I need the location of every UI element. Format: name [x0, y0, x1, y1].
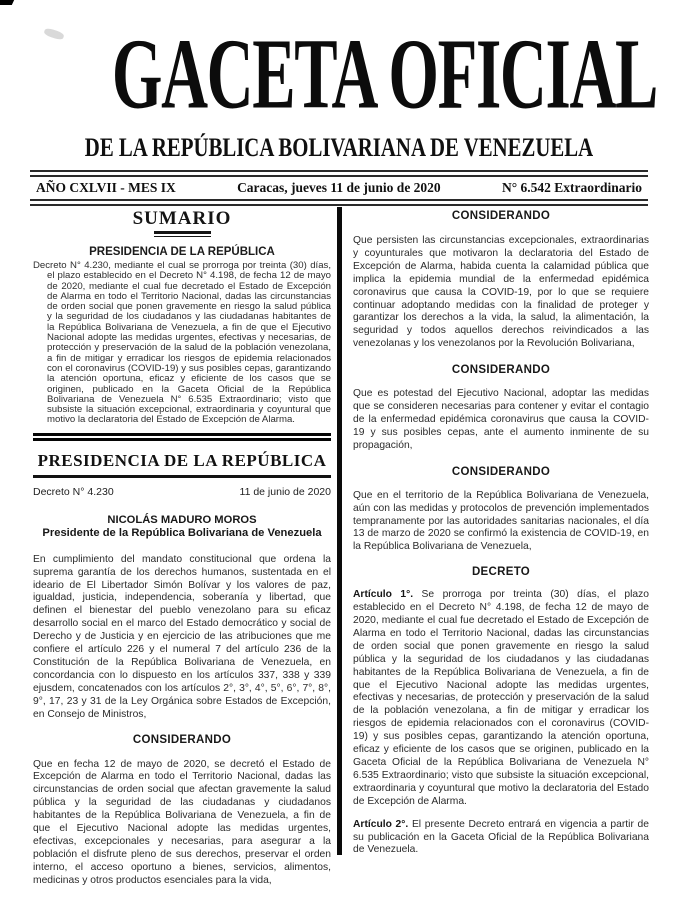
sumario-underline: [154, 231, 211, 237]
considerando-paragraph-2: Que es potestad del Ejecutivo Nacional, adoptar las medidas que se consideren necesarias para contener y evitar el contagio de la enfermedad epidémica coronavirus que causa la COVID-19 y sus posibles cepas, ante el aumento inminente de su propagación,: [353, 388, 649, 451]
president-title: Presidente de la República Bolivariana de Venezuela: [42, 526, 322, 539]
presidency-heading-rule: [33, 475, 331, 478]
right-column: [353, 207, 649, 857]
considerando-heading-3: CONSIDERANDO: [451, 465, 551, 478]
decree-number: Decreto N° 4.230: [33, 485, 114, 498]
considerando-paragraph-1: Que persisten las circunstancias excepcionales, extraordinarias y coyunturales que motivaron la declaratoria del Estado de Excepción de Alarma, habida cuenta la calamidad pública que implica la epidemia mundial de la enfermedad epidémica coronavirus que causa la COVID-19, por lo que se requiere continuar adoptando medidas con la finalidad de proteger y garantizar los derechos a la vida, la salud, la alimentación, la seguridad y todos aquellos derechos reivindicados a las venezolanas y los venezolanos por la Revolución Bolivariana,: [353, 235, 649, 350]
sumario-org-heading: PRESIDENCIA DE LA REPÚBLICA: [89, 246, 275, 258]
considerando-paragraph-3: Que en el territorio de la República Bolivariana de Venezuela, aún con las medidas y protocolos de prevención implementados tempranamente por las autoridades sanitarias nacionales, el día 13 de marzo de 2020 se confirmó la existencia de COVID-19, en la República Bolivariana de Venezuela,: [353, 489, 649, 553]
masthead-rule-bottom: [30, 199, 648, 206]
president-block: [33, 514, 331, 540]
decree-meta-row: [33, 486, 331, 499]
decreto-heading: DECRETO: [471, 566, 531, 579]
article-2-label: Artículo 2°.: [353, 818, 409, 830]
edition-info-bar: [0, 177, 678, 199]
article-1-label: Artículo 1°.: [353, 589, 414, 601]
presidency-section-heading: PRESIDENCIA DE LA REPÚBLICA: [37, 450, 327, 470]
masthead-rule-top: [30, 170, 648, 177]
considerando-paragraph-left: Que en fecha 12 de mayo de 2020, se decretó el Estado de Excepción de Alarma en todo el Territorio Nacional, dadas las circunstancias de orden social que afectan gravemente la salud pública y la seguridad de las ciudadanas y ciudadanos habitantes de la República Bolivariana de Venezuela, a fin de que el Ejecutivo Nacional adopte las medidas urgentes, efectivas, excepcionales y necesarias, para asegurar a la población el disfrute pleno de sus derechos, preservar el orden interno, el acceso oportuno a bienes, servicios, alimentos, medicinas y otros productos esenciales para la vida,: [33, 758, 331, 886]
article-1-paragraph: [353, 589, 649, 808]
masthead: [0, 0, 678, 206]
sumario-entry: Decreto N° 4.230, mediante el cual se prorroga por treinta (30) días, el plazo establecido en el Decreto N° 4.198, de fecha 12 de mayo de 2020, mediante el cual fue decretado el Estado de Excepción de Alarma en todo el Territorio Nacional, dadas las circunstancias de orden social que ponen gravemente en riesgo la salud pública y la seguridad de los ciudadanos y las ciudadanas habitantes de la República Bolivariana de Venezuela, a fin de que el Ejecutivo Nacional adopte las medidas urgentes, efectivas y necesarias, de protección y preservación de la salud de la población venezolana, a fin de mitigar y erradicar los riesgos de epidemia relacionados con el coronavirus (COVID-19) y sus posibles cepas, garantizando la atención oportuna, eficaz y eficiente de los casos que se originen, publicado en la Gaceta Oficial de la República Bolivariana de Venezuela N° 6.535 Extraordinario; visto que subsiste la situación excepcional, extraordinaria y coyuntural que motivo la declaratoria del Estado de Excepción de Alarma.: [33, 260, 331, 426]
column-divider: [337, 207, 342, 855]
considerando-heading-left: CONSIDERANDO: [132, 733, 232, 746]
sumario-end-rule: [33, 433, 331, 441]
decree-date: 11 de junio de 2020: [239, 485, 331, 498]
article-2-text: El presente Decreto entrará en vigencia a partir de su publicación en la Gaceta Oficial de la República Bolivariana de Venezuela.: [353, 818, 649, 856]
edition-year: AÑO CXLVII - MES IX: [36, 180, 176, 195]
gazette-subtitle: DE LA REPÚBLICA BOLIVARIANA DE VENEZUELA: [84, 133, 594, 162]
gazette-title: GACETA OFICIAL: [111, 17, 658, 130]
edition-date: Caracas, jueves 11 de junio de 2020: [237, 180, 441, 195]
left-column: [33, 207, 331, 888]
preamble-paragraph: En cumplimiento del mandato constitucional que ordena la suprema garantía de los derechos humanos, sustentada en el ideario de El Libertador Simón Bolívar y los valores de paz, igualdad, justicia, independencia, soberanía y libertad, que definen el bienestar del pueblo venezolano para su eficaz desarrollo social en el marco del Estado democrático y social de Derecho y de Justicia y en ejercicio de las atribuciones que me confiere el artículo 226 y el numeral 7 del artículo 236 de la Constitución de la República Bolivariana de Venezuela, en concordancia con lo dispuesto en los artículos 337, 338 y 339 ejusdem, concatenados con los artículos 2°, 3°, 4°, 5°, 6°, 7°, 8°, 9°, 17, 23 y 31 de la Ley Orgánica sobre Estados de Excepción, en Consejo de Ministros,: [33, 553, 331, 720]
article-2-paragraph: [353, 819, 649, 858]
edition-number: N° 6.542 Extraordinario: [501, 180, 642, 195]
article-1-text: Se prorroga por treinta (30) días, el plazo establecido en el Decreto N° 4.198, de fecha 12 de mayo de 2020, mediante el cual fue decretado el Estado de Excepción de Alarma en todo el Territorio Nacional, dadas las circunstancias de orden social que ponen gravemente en riesgo la salud pública y la seguridad de los ciudadanos y las ciudadanas habitantes de la República Bolivariana de Venezuela, a fin de que el Ejecutivo Nacional adopte las medidas urgentes, efectivas y necesarias, de protección y preservación de la salud de la población venezolana, a fin de mitigar y erradicar los riesgos de epidemia relacionados con el coronavirus (COVID-19) y sus posibles cepas, garantizando la atención oportuna, eficaz y eficiente de los casos que se originen, publicado en la Gaceta Oficial de la República Bolivariana de Venezuela N° 6.535 Extraordinario; visto que subsiste la situación excepcional, extraordinaria y coyuntural que motivo la declaratoria del Estado de Excepción de Alarma.: [353, 589, 649, 807]
considerando-heading-2: CONSIDERANDO: [451, 364, 551, 377]
sumario-title: SUMARIO: [132, 208, 232, 229]
president-name: NICOLÁS MADURO MOROS: [107, 513, 257, 526]
considerando-heading-1: CONSIDERANDO: [451, 210, 551, 222]
